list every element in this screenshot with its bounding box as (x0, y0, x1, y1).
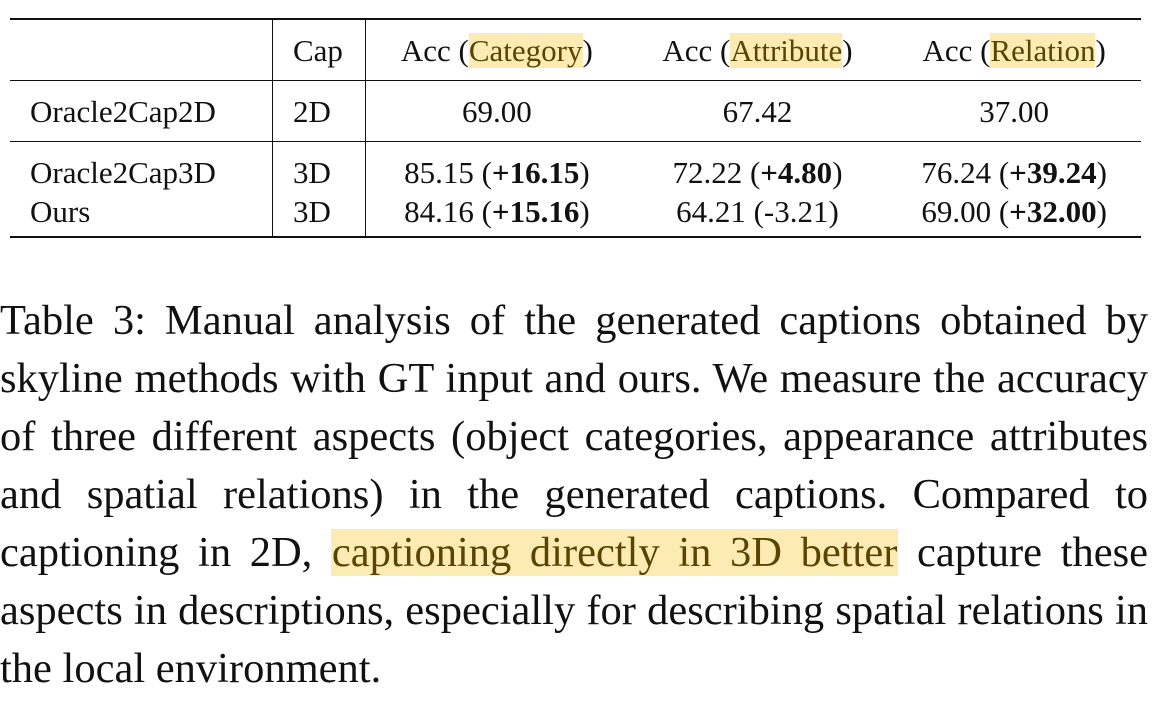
header-acc-relation: Acc (Relation) (887, 19, 1141, 81)
header-acc-category: Acc (Category) (366, 19, 628, 81)
highlight-category: Category (468, 32, 583, 68)
row-method: Oracle2Cap3D (10, 142, 273, 193)
row-method: Ours (10, 192, 273, 237)
cell-attribute: 67.42 (628, 81, 888, 142)
cell-attribute: 72.22 (+4.80) (628, 142, 888, 193)
cell-relation: 37.00 (887, 81, 1141, 142)
row-method: Oracle2Cap2D (10, 81, 273, 142)
cell-relation: 76.24 (+39.24) (887, 142, 1141, 193)
caption-text: Table 3: Manual analysis of the generated captions obtained by skyline methods with GT input and ours. We measure the accuracy of three different aspects (object categories, appearance attributes and spatial relations) in the generated captions. Compared to captioning in 2D, (0, 297, 1148, 576)
cell-category: 84.16 (+15.16) (366, 192, 628, 237)
header-cap: Cap (273, 19, 366, 81)
cell-relation: 69.00 (+32.00) (887, 192, 1141, 237)
row-cap: 2D (273, 81, 366, 142)
caption-highlight: captioning directly in 3D better (331, 529, 898, 576)
row-cap: 3D (273, 142, 366, 193)
delta-value: +32.00 (1009, 194, 1097, 229)
caption-text-end: capture these aspects in descriptions, especially for describing spatial relations in the local environment. (0, 529, 1148, 692)
table-caption (0, 292, 1148, 698)
highlight-attribute: Attribute (730, 32, 843, 68)
delta-value: +4.80 (760, 155, 833, 190)
cell-attribute: 64.21 (-3.21) (628, 192, 888, 237)
highlight-relation: Relation (990, 32, 1096, 68)
header-method (10, 19, 273, 81)
table-row (10, 81, 1141, 142)
results-table (10, 18, 1141, 238)
table-row (10, 142, 1141, 193)
table-header-row (10, 19, 1141, 81)
table-row (10, 192, 1141, 237)
delta-value: +15.16 (491, 194, 580, 229)
row-cap: 3D (273, 192, 366, 237)
cell-category: 69.00 (366, 81, 628, 142)
cell-category: 85.15 (+16.15) (366, 142, 628, 193)
delta-value: +16.15 (491, 155, 580, 190)
delta-value: +39.24 (1009, 155, 1097, 190)
header-acc-attribute: Acc (Attribute) (628, 19, 888, 81)
